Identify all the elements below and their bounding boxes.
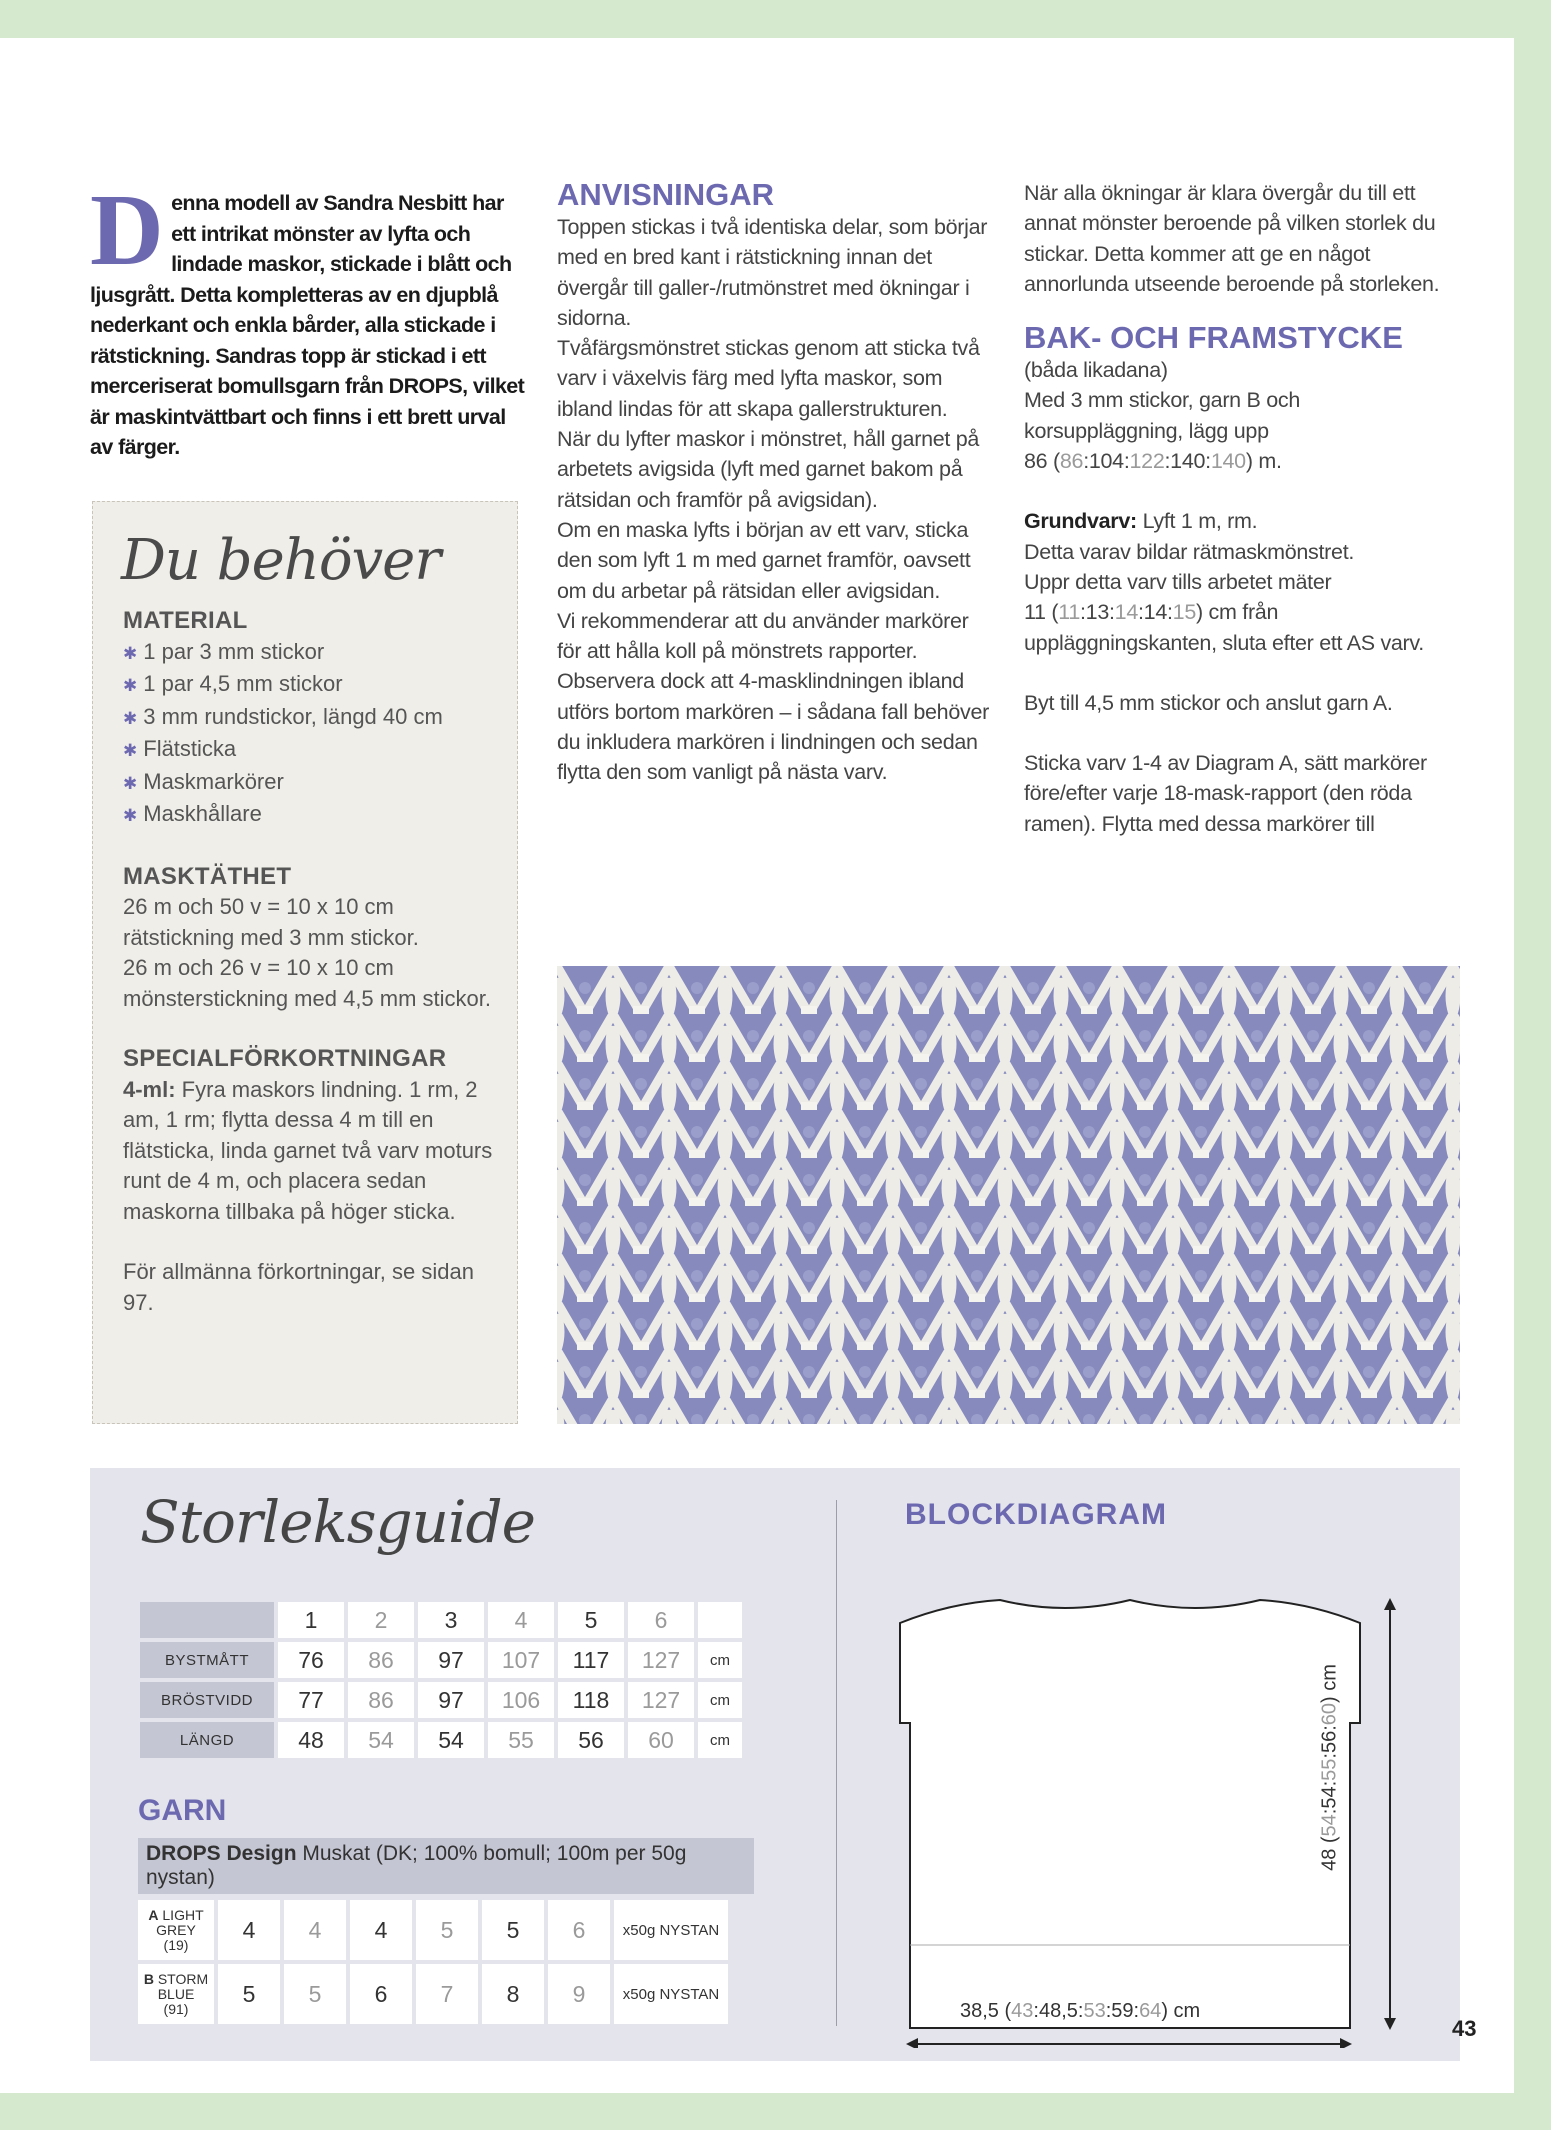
table-cell: 4 bbox=[350, 1900, 412, 1960]
height-label: 48 (54:54:55:56:60) cm bbox=[1318, 1664, 1341, 1871]
size-number: 1 bbox=[278, 1602, 344, 1638]
table-cell: 5 bbox=[284, 1964, 346, 2024]
unit-cell: x50g NYSTAN bbox=[614, 1900, 728, 1960]
row-label: BRÖSTVIDD bbox=[140, 1682, 274, 1718]
table-cell: 5 bbox=[218, 1964, 280, 2024]
instructions-paragraph: Vi rekommenderar att du använder markörer för att hålla koll på mönstrets rapporter. bbox=[557, 608, 969, 664]
table-cell: 97 bbox=[418, 1642, 484, 1678]
table-cell: 54 bbox=[348, 1722, 414, 1758]
materials-box-title: Du behöver bbox=[121, 528, 441, 593]
instructions-column bbox=[557, 178, 997, 788]
table-cell: 6 bbox=[548, 1900, 610, 1960]
size-guide-title: Storleksguide bbox=[140, 1488, 535, 1556]
instructions-heading: ANVISNINGAR bbox=[557, 177, 775, 212]
instructions-paragraph: Observera dock att 4-masklindningen ibland utförs bortom markören – i sådana fall behöver du inkludera markören i lindningen och sedan flytta den som vanligt på nästa varv. bbox=[557, 669, 989, 785]
row-label: BYSTMÅTT bbox=[140, 1642, 274, 1678]
table-cell: 86 bbox=[348, 1682, 414, 1718]
cast-on-counts: 86 (86:104:122:140:140) m. bbox=[1024, 449, 1282, 474]
instructions-paragraph: Tvåfärgsmönstret stickas genom att sticka två varv i växelvis färg med lyfta maskor, som ibland lindas för att skapa gallerstrukturen. bbox=[557, 336, 980, 421]
size-number: 6 bbox=[628, 1602, 694, 1638]
table-row bbox=[138, 1900, 728, 1960]
unit-cell: cm bbox=[698, 1682, 742, 1718]
material-item: ✱ 3 mm rundstickor, längd 40 cm bbox=[123, 702, 503, 735]
size-number: 4 bbox=[488, 1602, 554, 1638]
yarn-table bbox=[134, 1896, 732, 2028]
material-item: ✱ 1 par 3 mm stickor bbox=[123, 637, 503, 670]
instructions-paragraph: Om en maska lyfts i början av ett varv, sticka den som lyft 1 m med garnet framför, oavsett om du arbetar på rätsidan eller avigsidan. bbox=[557, 517, 971, 603]
measure-note: uppläggningskanten, sluta efter ett AS varv. bbox=[1024, 630, 1424, 655]
yarn-label: B STORM BLUE (91) bbox=[138, 1964, 214, 2024]
instructions-paragraph: Toppen stickas i två identiska delar, som börjar med en bred kant i rätstickning innan det övergår till galler-/rutmönstret med ökningar i sidorna. bbox=[557, 215, 988, 330]
garment-outline bbox=[900, 1600, 1360, 2028]
size-number: 3 bbox=[418, 1602, 484, 1638]
table-cell: 106 bbox=[488, 1682, 554, 1718]
size-number: 2 bbox=[348, 1602, 414, 1638]
table-cell: 55 bbox=[488, 1722, 554, 1758]
material-item: ✱ Flätsticka bbox=[123, 734, 503, 767]
size-number: 5 bbox=[558, 1602, 624, 1638]
knit-pattern-photo bbox=[557, 966, 1460, 1424]
instructions-paragraph: När du lyfter maskor i mönstret, håll garnet på arbetets avigsida (lyft med garnet bakom på rätsidan och framför på avigsidan). bbox=[557, 427, 980, 512]
table-cell: 118 bbox=[558, 1682, 624, 1718]
table-cell: 54 bbox=[418, 1722, 484, 1758]
special-term: 4-ml: bbox=[123, 1076, 176, 1102]
increase-paragraph: När alla ökningar är klara övergår du till ett annat mönster beroende på vilken storlek du stickar. Detta kommer att ge en något annorlunda utseende beroende på storleken. bbox=[1024, 181, 1440, 296]
table-cell: 5 bbox=[482, 1900, 544, 1960]
table-cell: 107 bbox=[488, 1642, 554, 1678]
switch-needles: Byt till 4,5 mm stickor och anslut garn A. bbox=[1024, 690, 1393, 715]
yarn-description: DROPS Design Muskat (DK; 100% bomull; 100m per 50g nystan) bbox=[138, 1838, 754, 1894]
table-row bbox=[138, 1964, 728, 2024]
table-cell: 97 bbox=[418, 1682, 484, 1718]
gauge-heading: MASKTÄTHET bbox=[123, 862, 292, 890]
yarn-label: A LIGHT GREY (19) bbox=[138, 1900, 214, 1960]
page bbox=[0, 38, 1514, 2093]
row-label: LÄNGD bbox=[140, 1722, 274, 1758]
back-front-subheading: (båda likadana) bbox=[1024, 358, 1168, 383]
table-row bbox=[140, 1682, 742, 1718]
panel-divider bbox=[836, 1500, 837, 2026]
intro-paragraph bbox=[90, 174, 530, 463]
table-cell: 9 bbox=[548, 1964, 610, 2024]
table-cell: 127 bbox=[628, 1642, 694, 1678]
drop-cap: D bbox=[90, 174, 164, 287]
gauge-text-1: 26 m och 50 v = 10 x 10 cm rätstickning med 3 mm stickor. bbox=[123, 894, 419, 950]
back-front-column bbox=[1024, 178, 1464, 839]
table-cell: 48 bbox=[278, 1722, 344, 1758]
table-cell: 77 bbox=[278, 1682, 344, 1718]
table-cell: 76 bbox=[278, 1642, 344, 1678]
table-cell: 5 bbox=[416, 1900, 478, 1960]
measure-counts: 11 (11:13:14:14:15) cm från bbox=[1024, 600, 1279, 625]
table-row bbox=[140, 1642, 742, 1678]
table-cell: 6 bbox=[350, 1964, 412, 2024]
material-heading: MATERIAL bbox=[123, 607, 248, 634]
width-label: 38,5 (43:48,5:53:59:64) cm bbox=[960, 2000, 1201, 2022]
unit-cell: cm bbox=[698, 1642, 742, 1678]
material-item: ✱ Maskhållare bbox=[123, 799, 503, 832]
table-cell: 60 bbox=[628, 1722, 694, 1758]
special-abbreviations-heading: SPECIALFÖRKORTNINGAR bbox=[123, 1045, 447, 1072]
general-abbreviations-note: För allmänna förkortningar, se sidan 97. bbox=[123, 1259, 474, 1315]
material-item: ✱ 1 par 4,5 mm stickor bbox=[123, 669, 503, 702]
back-front-heading: BAK- OCH FRAMSTYCKE bbox=[1024, 320, 1403, 356]
unit-cell: x50g NYSTAN bbox=[614, 1964, 728, 2024]
table-cell: 117 bbox=[558, 1642, 624, 1678]
unit-cell: cm bbox=[698, 1722, 742, 1758]
special-abbreviations-text: 4-ml: Fyra maskors lindning. 1 rm, 2 am, 1 rm; flytta dessa 4 m till en flätsticka, linda garnet två varv moturs runt de 4 m, och placera sedan maskorna tillbaka på höger sticka. bbox=[123, 1076, 493, 1224]
cast-on-text: Med 3 mm stickor, garn B och korsuppläggning, lägg upp bbox=[1024, 388, 1300, 443]
table-cell: 86 bbox=[348, 1642, 414, 1678]
size-guide-panel bbox=[90, 1468, 1460, 2061]
yarn-heading: GARN bbox=[138, 1794, 227, 1827]
page-number: 43 bbox=[1452, 2016, 1477, 2041]
table-cell: 7 bbox=[416, 1964, 478, 2024]
table-cell: 8 bbox=[482, 1964, 544, 2024]
table-cell: 127 bbox=[628, 1682, 694, 1718]
block-diagram-heading: BLOCKDIAGRAM bbox=[905, 1498, 1167, 1531]
block-diagram bbox=[890, 1548, 1430, 2048]
intro-text: enna modell av Sandra Nesbitt har ett intrikat mönster av lyfta och lindade maskor, stickade i blått och ljusgrått. Detta kompletteras av en djupblå nederkant och enkla bårder, alla stickade i rätstickning. Sandras topp är stickad i ett merceriserat bomullsgarn från DROPS, vilket är maskintvättbart och finns i ett brett urval av färger. bbox=[90, 191, 525, 459]
table-cell: 56 bbox=[558, 1722, 624, 1758]
materials-box bbox=[92, 501, 518, 1424]
diagram-instruction: Sticka varv 1-4 av Diagram A, sätt markörer före/efter varje 18-mask-rapport (den röda ramen). Flytta med dessa markörer till bbox=[1024, 751, 1427, 836]
basic-row-note: Detta varav bildar rätmaskmönstret. bbox=[1024, 539, 1355, 564]
material-list bbox=[123, 637, 503, 832]
basic-row: Grundvarv: Lyft 1 m, rm. bbox=[1024, 509, 1258, 534]
gauge-text-2: 26 m och 26 v = 10 x 10 cm mönsterstickning med 4,5 mm stickor. bbox=[123, 955, 492, 1011]
table-cell: 4 bbox=[284, 1900, 346, 1960]
size-header-row bbox=[140, 1602, 742, 1638]
table-cell: 4 bbox=[218, 1900, 280, 1960]
material-item: ✱ Maskmarkörer bbox=[123, 767, 503, 800]
repeat-note: Uppr detta varv tills arbetet mäter bbox=[1024, 569, 1332, 594]
size-table bbox=[136, 1598, 746, 1762]
table-row bbox=[140, 1722, 742, 1758]
